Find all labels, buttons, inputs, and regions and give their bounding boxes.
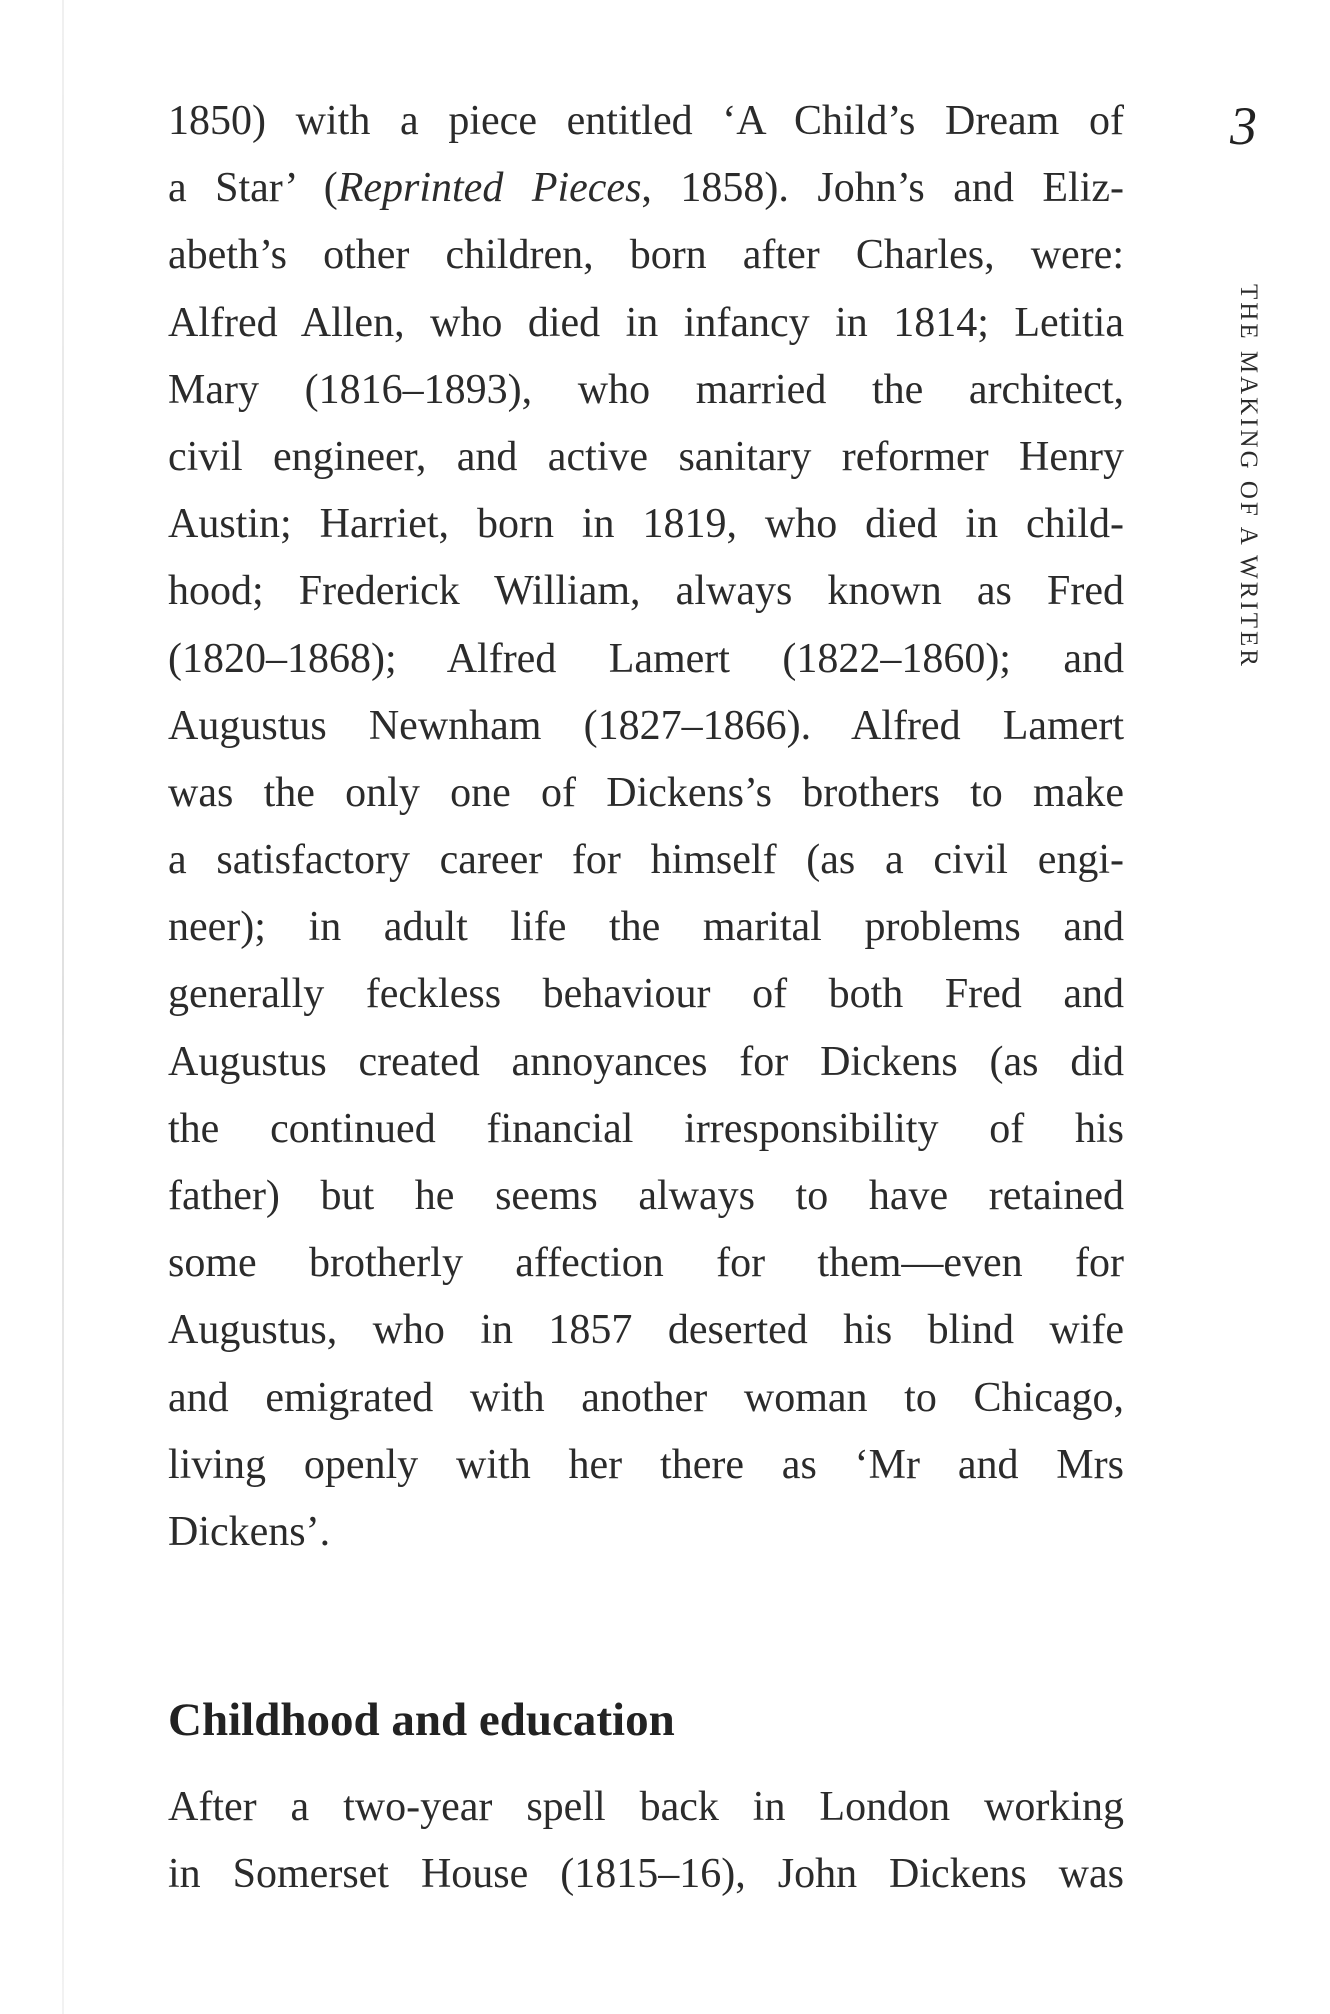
text-line: (1820–1868); Alfred Lamert (1822–1860); and [168, 635, 1124, 682]
running-head [1233, 284, 1263, 669]
text-line-with-italic: a Star’ (Reprinted Pieces, 1858). John’s and Eliz- [168, 165, 1125, 212]
text-line: was the only one of Dickens’s brothers to make [168, 769, 1124, 816]
text-line: Austin; Harriet, born in 1819, who died in child- [168, 501, 1124, 548]
text-line: abeth’s other children, born after Charles, were: [168, 232, 1124, 279]
binding-shadow [62, 0, 64, 2014]
paragraph-2 [168, 1774, 1124, 1908]
text-line: hood; Frederick William, always known as Fred [168, 568, 1124, 615]
text-line: the continued financial irresponsibility of his [168, 1105, 1124, 1152]
text-line: civil engineer, and active sanitary reformer Henry [168, 433, 1124, 480]
text-line: some brotherly affection for them—even for [168, 1240, 1124, 1287]
section-heading: Childhood and education [168, 1694, 675, 1746]
text-line: and emigrated with another woman to Chicago, [168, 1374, 1124, 1421]
text-line: generally feckless behaviour of both Fred and [168, 971, 1124, 1018]
text-line: in Somerset House (1815–16), John Dickens was [168, 1851, 1124, 1898]
text-line-last: Dickens’. [168, 1508, 331, 1555]
book-title-italic: Reprinted Pieces [337, 165, 642, 212]
text-line: After a two-year spell back in London working [168, 1784, 1124, 1830]
text-line: 1850) with a piece entitled ‘A Child’s Dream of [168, 98, 1124, 144]
text-line: Augustus, who in 1857 deserted his blind wife [168, 1307, 1124, 1354]
text-line: Mary (1816–1893), who married the architect, [168, 366, 1124, 413]
page-number: 3 [1230, 96, 1257, 156]
text-line: father) but he seems always to have retained [168, 1173, 1124, 1219]
text-line: living openly with her there as ‘Mr and Mrs [168, 1441, 1124, 1488]
text-line: Augustus created annoyances for Dickens (as did [168, 1038, 1124, 1085]
text-line: a satisfactory career for himself (as a civil engi- [168, 837, 1124, 884]
text-line: neer); in adult life the marital problems and [168, 904, 1124, 951]
paragraph-1 [168, 88, 1124, 1566]
text-line: Augustus Newnham (1827–1866). Alfred Lamert [168, 702, 1124, 749]
text-line: Alfred Allen, who died in infancy in 1814; Letitia [168, 299, 1124, 346]
running-head-text: THE MAKING OF A WRITER [1235, 284, 1262, 669]
